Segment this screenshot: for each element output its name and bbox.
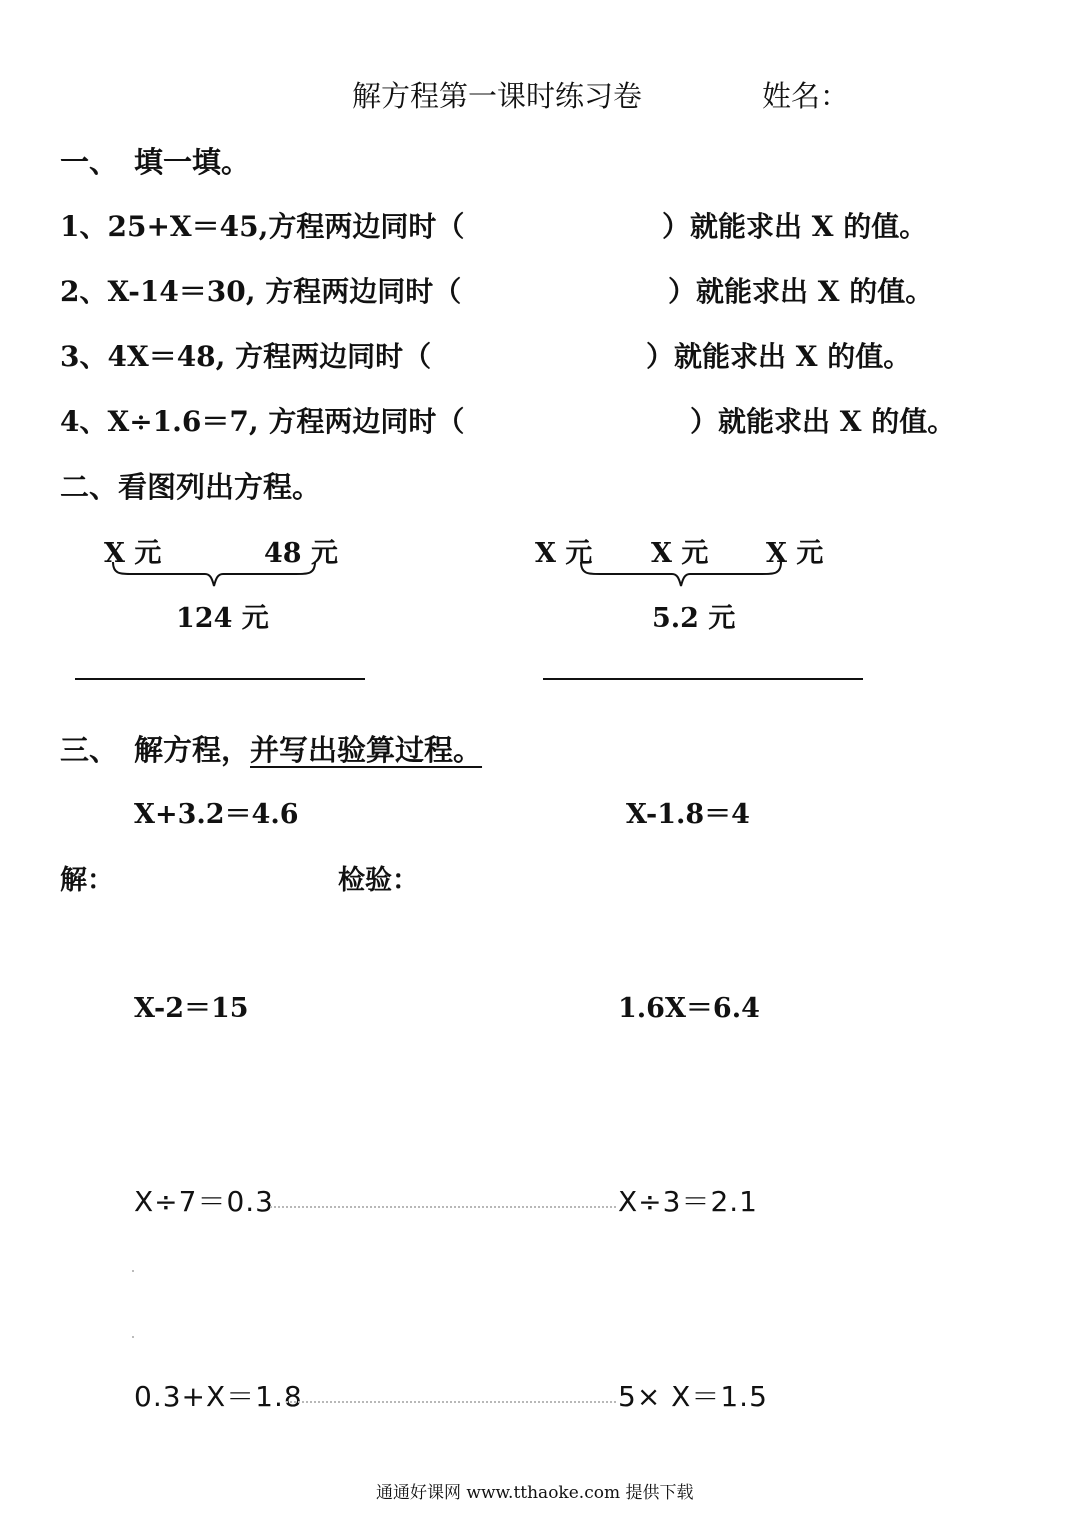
diagram2-total-label: 5.2 元 <box>652 603 736 634</box>
question-4-text: 4、X÷1.6＝7, 方程两边同时（ <box>60 405 465 438</box>
dot-mark <box>132 1270 134 1272</box>
diagram1-total-label: 124 元 <box>176 603 269 634</box>
section3-number: 三、 <box>60 733 119 767</box>
diagram2-item3-label: X 元 <box>766 538 824 569</box>
question-1-suffix: ）就能求出 X 的值。 <box>662 210 928 243</box>
footer-text: 通通好课网 www.tthaoke.com 提供下载 <box>376 1483 694 1503</box>
diagram1-right-label: 48 元 <box>264 538 338 569</box>
name-label: 姓名： <box>762 79 850 113</box>
question-2-suffix: ）就能求出 X 的值。 <box>668 275 934 308</box>
dot-mark <box>132 1336 134 1338</box>
equation-8: 5× X＝1.5 <box>618 1380 768 1413</box>
equation-5: X÷7＝0.3 <box>134 1185 274 1218</box>
equation-7: 0.3+X＝1.8 <box>134 1380 303 1413</box>
equation-1: X+3.2＝4.6 <box>134 799 299 830</box>
question-3-text: 3、4X＝48, 方程两边同时（ <box>60 340 432 373</box>
section3-heading-underlined: 并写出验算过程。 <box>250 733 483 767</box>
section2-heading: 二、看图列出方程。 <box>60 470 322 504</box>
solve-label: 解： <box>60 865 114 896</box>
section3-heading <box>134 728 482 769</box>
diagram1-brace <box>110 560 320 588</box>
question-4-suffix: ）就能求出 X 的值。 <box>690 405 956 438</box>
question-2-text: 2、X-14＝30, 方程两边同时（ <box>60 275 462 308</box>
section3-heading-text: 解方程， <box>134 733 251 767</box>
dotted-leader <box>270 1206 616 1208</box>
question-3-suffix: ）就能求出 X 的值。 <box>646 340 912 373</box>
equation-6: X÷3＝2.1 <box>618 1185 758 1218</box>
section1-heading: 填一填。 <box>134 145 251 179</box>
diagram1-left-label: X 元 <box>104 538 162 569</box>
question-1-text: 1、25+X＝45,方程两边同时（ <box>60 210 465 243</box>
equation-2: X-1.8＝4 <box>626 799 750 830</box>
section1-number: 一、 <box>60 145 119 179</box>
check-label: 检验： <box>338 865 419 896</box>
equation-4: 1.6X＝6.4 <box>618 993 760 1024</box>
diagram2-brace <box>578 560 786 588</box>
page-title: 解方程第一课时练习卷 <box>352 79 643 113</box>
diagram1-answer-line <box>75 678 365 680</box>
diagram2-item2-label: X 元 <box>651 538 709 569</box>
diagram2-answer-line <box>543 678 863 680</box>
diagram2-item1-label: X 元 <box>535 538 593 569</box>
equation-3: X-2＝15 <box>134 993 249 1024</box>
dotted-leader <box>286 1401 616 1403</box>
